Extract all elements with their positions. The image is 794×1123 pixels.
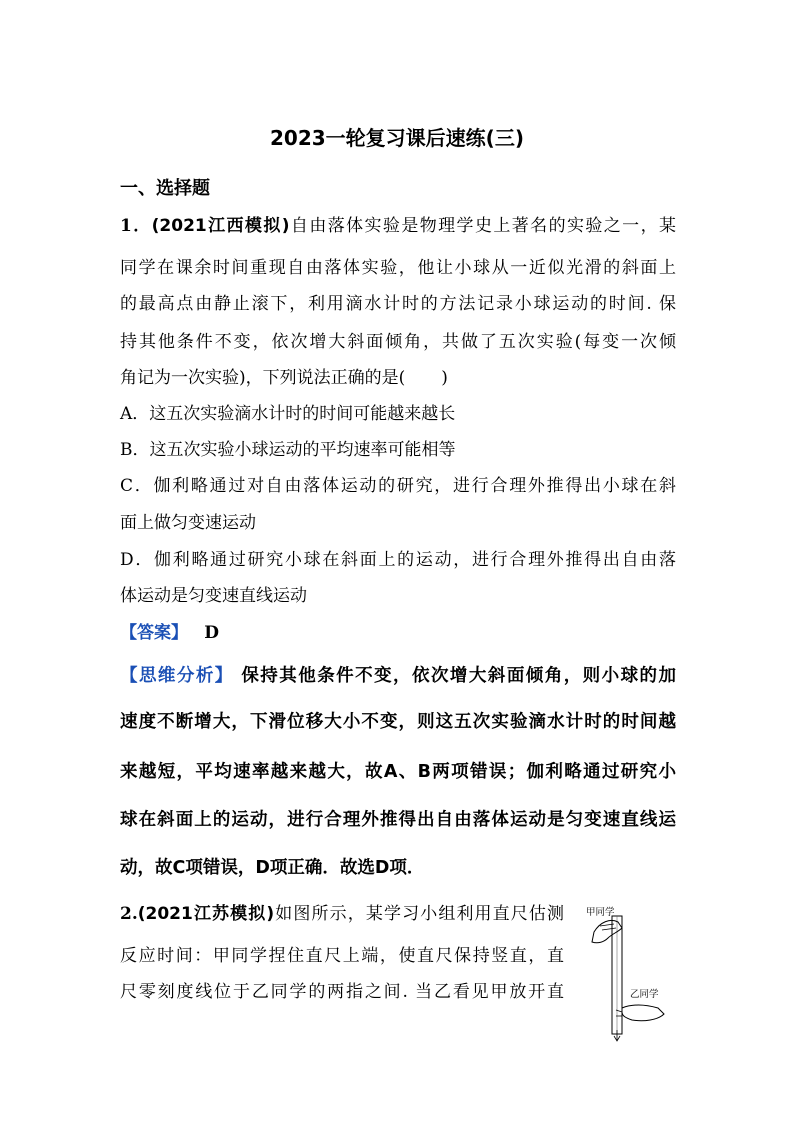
q1-line-4: 持其他条件不变，依次增大斜面倾角，共做了五次实验(每变一次倾	[120, 332, 676, 352]
q1-option-a: A．这五次实验滴水计时的时间可能越来越长	[120, 404, 456, 424]
analysis-line-1	[120, 662, 676, 687]
q1-stem-line: 自由落体实验是物理学史上著名的实验之一，某	[289, 216, 676, 236]
section-heading: 一、选择题	[120, 178, 210, 199]
q2-line-1	[120, 902, 564, 926]
q1-stem-close: )	[441, 368, 448, 388]
q1-line-3: 的最高点由静止滚下，利用滴水计时的方法记录小球运动的时间. 保	[120, 294, 676, 314]
q2-line-3: 尺零刻度线位于乙同学的两指之间. 当乙看见甲放开直	[120, 982, 564, 1002]
q1-number: 1．	[120, 216, 152, 236]
q1-option-c: C．伽利略通过对自由落体运动的研究，进行合理外推得出小球在斜	[120, 476, 676, 496]
ruler-illustration	[578, 904, 678, 1044]
page-title: 2023一轮复习课后速练(三)	[270, 126, 524, 150]
analysis-text: 保持其他条件不变，依次增大斜面倾角，则小球的加	[241, 666, 677, 686]
q1-line-5	[120, 366, 676, 390]
q1-option-d-cont: 体运动是匀变速直线运动	[120, 586, 307, 606]
analysis-line-2: 速度不断增大，下滑位移大小不变，则这五次实验滴水计时的时间越	[120, 712, 676, 732]
label-yi: 乙同学	[630, 989, 659, 1000]
q1-line-1	[120, 214, 676, 238]
hand-bottom	[622, 1005, 664, 1021]
q2-line-2: 反应时间：甲同学捏住直尺上端，使直尺保持竖直，直	[120, 946, 564, 966]
q2-source: (2021江苏模拟)	[137, 904, 275, 924]
q2-number: 2.	[120, 904, 138, 924]
analysis-line-5: 动，故C项错误，D项正确．故选D项．	[120, 858, 425, 878]
q1-option-c-cont: 面上做匀变速运动	[120, 513, 256, 533]
q1-answer-row	[120, 621, 676, 645]
analysis-tag: 【思维分析】	[120, 666, 234, 686]
hand-top	[592, 920, 622, 942]
q1-option-d: D．伽利略通过研究小球在斜面上的运动，进行合理外推得出自由落	[120, 550, 676, 570]
q1-stem-line: 角记为一次实验)，下列说法正确的是(	[120, 368, 406, 388]
q1-option-b: B．这五次实验小球运动的平均速率可能相等	[120, 440, 456, 460]
q2-stem-line: 如图所示，某学习小组利用直尺估测	[274, 904, 565, 924]
analysis-line-4: 球在斜面上的运动，进行合理外推得出自由落体运动是匀变速直线运	[120, 810, 676, 830]
q1-source: (2021江西模拟)	[151, 216, 290, 236]
q1-line-2: 同学在课余时间重现自由落体实验，他让小球从一近似光滑的斜面上	[120, 258, 676, 278]
ruler-figure	[578, 904, 678, 1044]
answer-tag: 【答案】	[120, 623, 188, 643]
label-jia: 甲同学	[586, 907, 615, 918]
answer-value: D	[204, 623, 219, 643]
analysis-line-3: 来越短，平均速率越来越大，故A、B两项错误；伽利略通过研究小	[120, 762, 676, 782]
